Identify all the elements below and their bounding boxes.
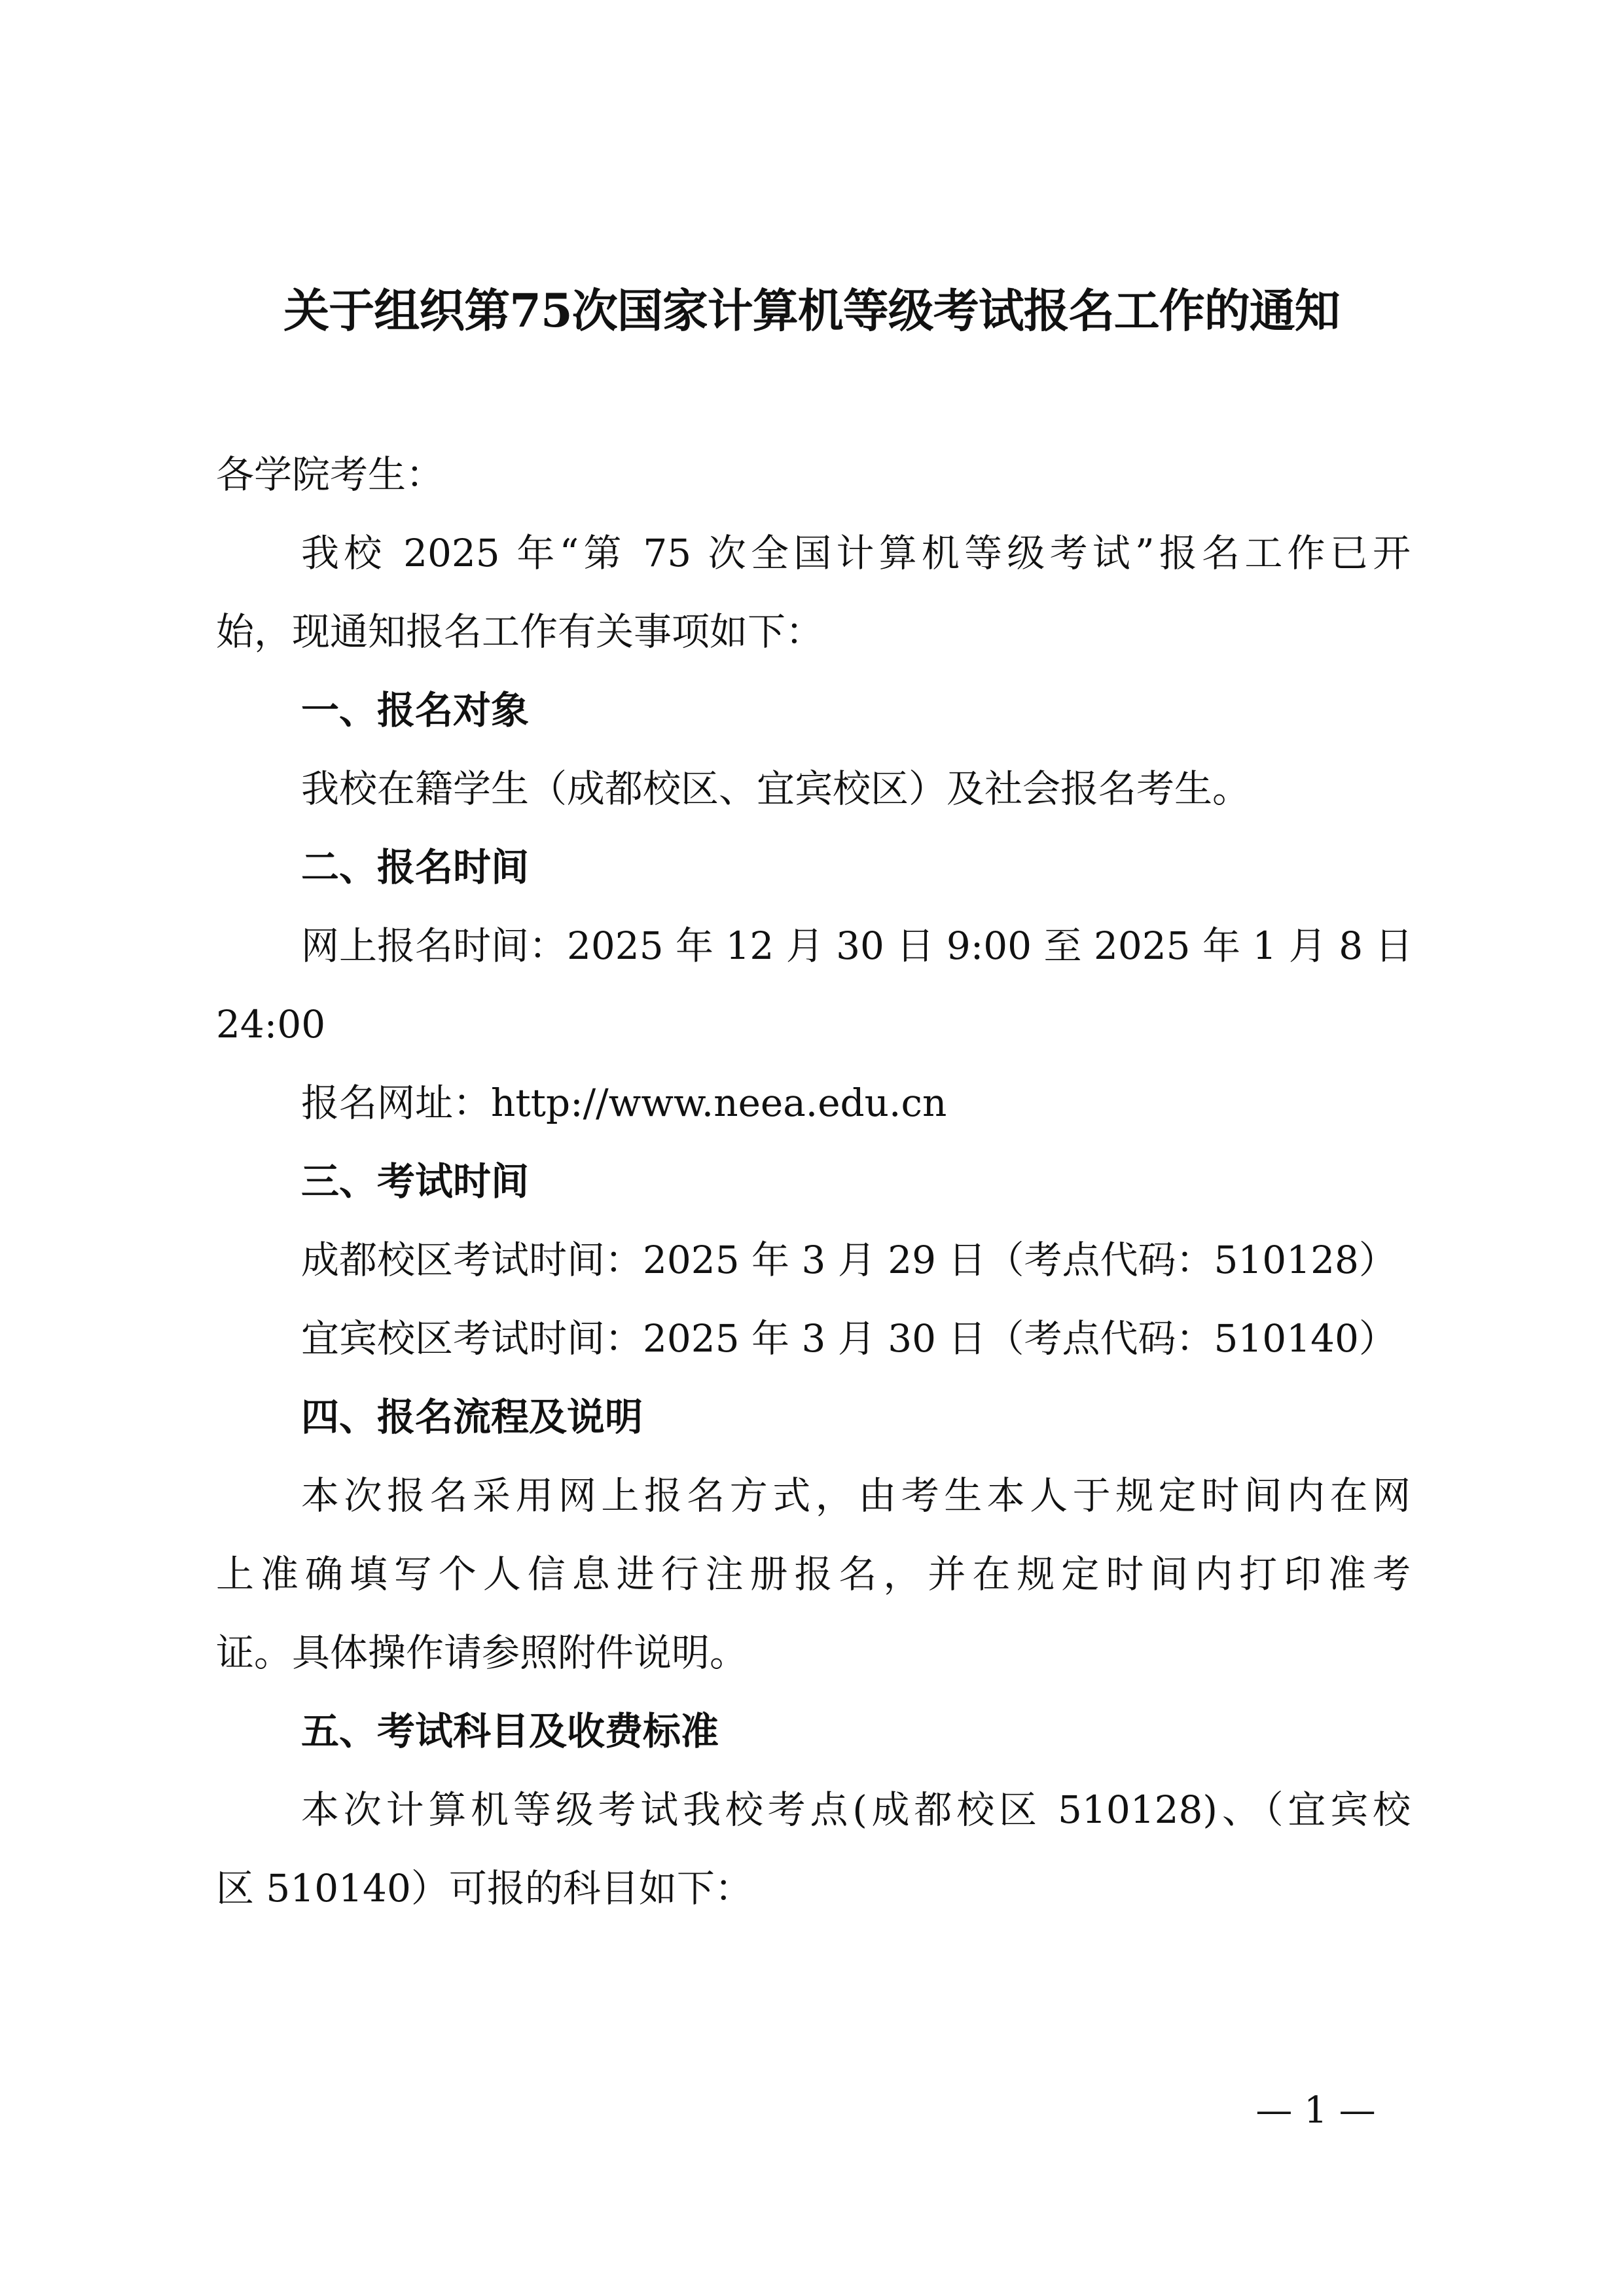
- document-title: 关于组织第75次国家计算机等级考试报名工作的通知: [283, 283, 1340, 338]
- section-heading-subjects-fees: 五、考试科目及收费标准: [301, 1709, 719, 1753]
- section-heading-registration-time: 二、报名时间: [301, 845, 530, 889]
- page-number: — 1 —: [1255, 2089, 1376, 2132]
- section-body-applicants: 我校在籍学生（成都校区、宜宾校区）及社会报名考生。: [301, 766, 1251, 811]
- subjects-line-1: 本次计算机等级考试我校考点(成都校区 510128)、（宜宾校: [301, 1787, 1411, 1832]
- registration-url: 报名网址：http://www.neea.edu.cn: [301, 1081, 947, 1125]
- registration-time-line-2: 24:00: [216, 1002, 326, 1047]
- section-heading-process: 四、报名流程及说明: [301, 1395, 643, 1439]
- intro-paragraph-line-2: 始，现通知报名工作有关事项如下：: [216, 609, 824, 654]
- section-heading-applicants: 一、报名对象: [301, 688, 530, 732]
- process-line-2: 上准确填写个人信息进行注册报名，并在规定时间内打印准考: [216, 1552, 1411, 1596]
- section-heading-exam-time: 三、考试时间: [301, 1159, 530, 1204]
- exam-time-chengdu: 成都校区考试时间：2025 年 3 月 29 日（考点代码：510128）: [301, 1238, 1397, 1282]
- salutation: 各学院考生：: [216, 452, 444, 497]
- subjects-line-2: 区 510140）可报的科目如下：: [216, 1866, 753, 1910]
- intro-paragraph-line-1: 我校 2025 年“第 75 次全国计算机等级考试”报名工作已开: [301, 531, 1411, 575]
- process-line-3: 证。具体操作请参照附件说明。: [216, 1630, 748, 1675]
- process-line-1: 本次报名采用网上报名方式，由考生本人于规定时间内在网: [301, 1473, 1411, 1518]
- exam-time-yibin: 宜宾校区考试时间：2025 年 3 月 30 日（考点代码：510140）: [301, 1316, 1397, 1361]
- registration-time-line-1: 网上报名时间：2025 年 12 月 30 日 9:00 至 2025 年 1 月 8 日: [301, 924, 1413, 968]
